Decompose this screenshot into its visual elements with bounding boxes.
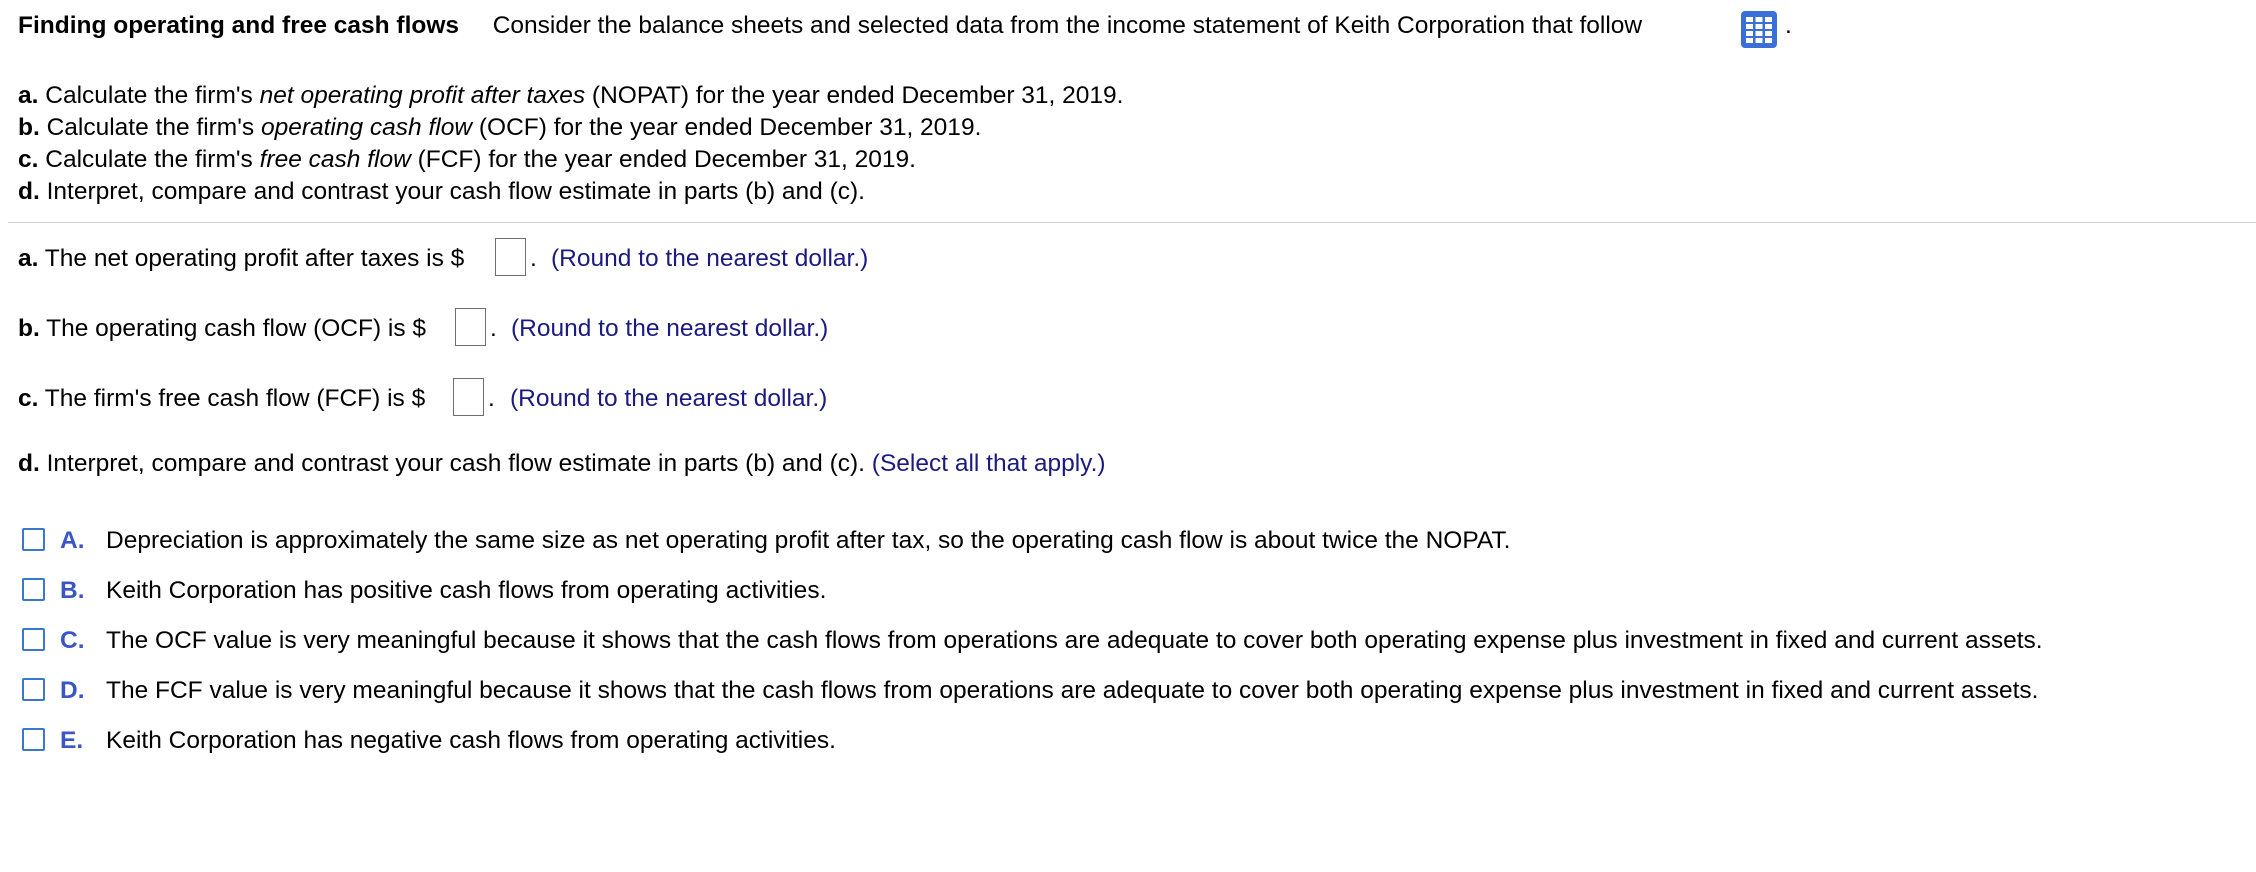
part-d-hint: (Select all that apply.) (871, 450, 1106, 477)
problem-title: Finding operating and free cash flows (18, 12, 460, 39)
part-d-prompt: d. Interpret, compare and contrast your cash flow estimate in parts (b) and (c). (Select all that apply.) (18, 450, 1106, 477)
ocf-input[interactable] (455, 308, 486, 346)
question-b: b. Calculate the firm's operating cash flow (OCF) for the year ended December 31, 2019. (18, 114, 982, 141)
option-d-checkbox[interactable] (22, 678, 45, 701)
problem-header (18, 12, 1642, 40)
option-e-letter: E. (60, 727, 84, 754)
answer-c-period: . (488, 385, 495, 412)
problem-intro: Consider the balance sheets and selected data from the income statement of Keith Corporation that follow (492, 12, 1643, 39)
option-c-letter: C. (60, 627, 85, 654)
option-b-letter: B. (60, 577, 85, 604)
question-c: c. Calculate the firm's free cash flow (FCF) for the year ended December 31, 2019. (18, 146, 916, 173)
answer-b-hint: (Round to the nearest dollar.) (511, 315, 829, 342)
option-c-text[interactable]: The OCF value is very meaningful because it shows that the cash flows from operations are adequate to cover both operating expense plus investment in fixed and current assets. (106, 627, 2043, 654)
option-b-checkbox[interactable] (22, 578, 45, 601)
option-e-checkbox[interactable] (22, 728, 45, 751)
answer-a-label: a. The net operating profit after taxes is $ (18, 245, 465, 272)
option-e-text[interactable]: Keith Corporation has negative cash flows from operating activities. (106, 727, 836, 754)
fcf-input[interactable] (453, 378, 484, 416)
answer-a-period: . (530, 245, 537, 272)
option-d-text[interactable]: The FCF value is very meaningful because it shows that the cash flows from operations are adequate to cover both operating expense plus investment in fixed and current assets. (106, 677, 2039, 704)
option-c-checkbox[interactable] (22, 628, 45, 651)
answer-b-label: b. The operating cash flow (OCF) is $ (18, 315, 427, 342)
answer-b-period: . (490, 315, 497, 342)
option-a-letter: A. (60, 527, 85, 554)
question-a: a. Calculate the firm's net operating profit after taxes (NOPAT) for the year ended December 31, 2019. (18, 82, 1124, 109)
option-b-text[interactable]: Keith Corporation has positive cash flows from operating activities. (106, 577, 827, 604)
data-table-icon[interactable] (1741, 11, 1777, 48)
nopat-input[interactable] (495, 238, 526, 276)
section-divider (8, 222, 2256, 223)
header-period: . (1785, 12, 1792, 39)
answer-c-hint: (Round to the nearest dollar.) (510, 385, 828, 412)
question-d: d. Interpret, compare and contrast your cash flow estimate in parts (b) and (c). (18, 178, 865, 205)
option-a-text[interactable]: Depreciation is approximately the same size as net operating profit after tax, so the operating cash flow is about twice the NOPAT. (106, 527, 1511, 554)
answer-a-hint: (Round to the nearest dollar.) (551, 245, 869, 272)
option-d-letter: D. (60, 677, 85, 704)
option-a-checkbox[interactable] (22, 528, 45, 551)
answer-c-label: c. The firm's free cash flow (FCF) is $ (18, 385, 426, 412)
